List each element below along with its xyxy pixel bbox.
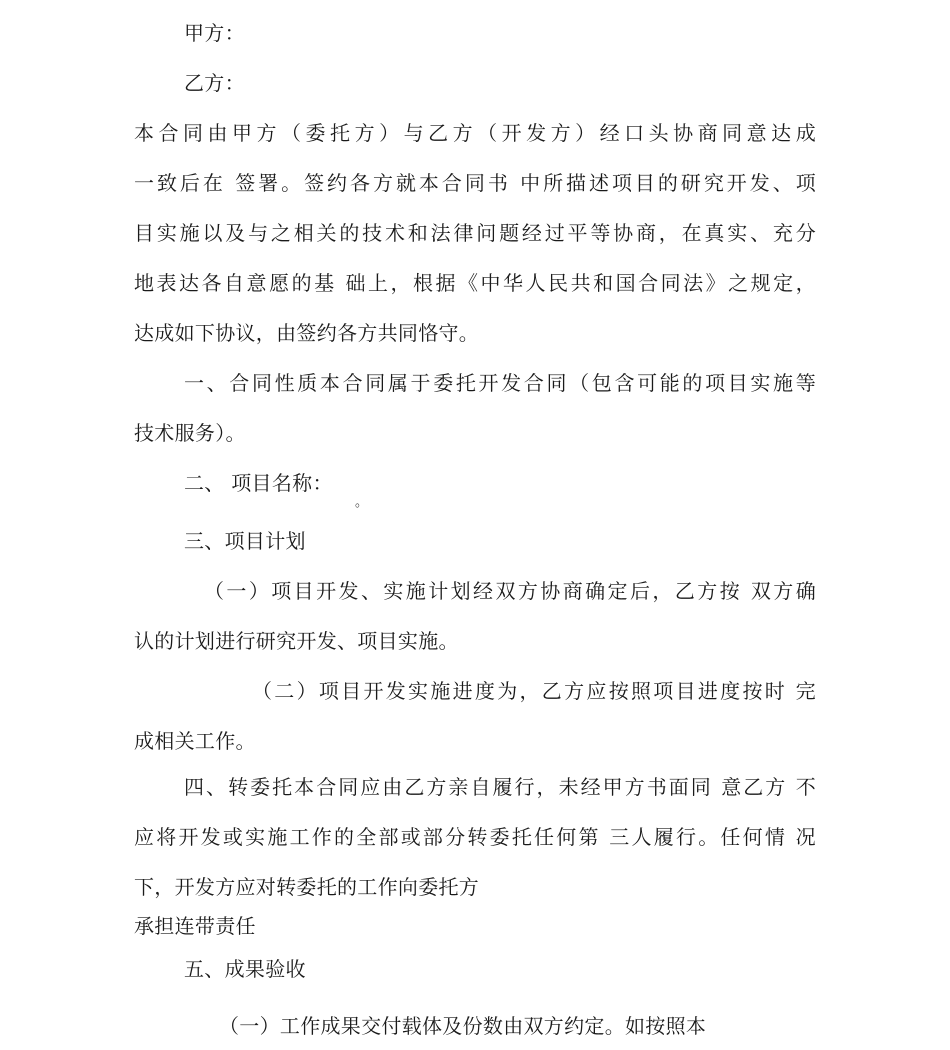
section-2-mark: 。 (355, 495, 369, 510)
preamble-line: 一致后在 签署。签约各方就本合同书 中所描述项目的研究开发、项 (134, 171, 816, 195)
section-1-line: 技术服务）。 (134, 421, 246, 445)
section-3-heading: 三、项目计划 (184, 529, 306, 553)
section-4-line: 承担连带责任 (134, 914, 256, 938)
party-b-label: 乙方： (184, 71, 245, 95)
party-a-label: 甲方： (184, 21, 245, 45)
section-4-line: 应将开发或实施工作的全部或部分转委托任何第 三人履行。任何情 况 (134, 825, 816, 849)
section-3-item-2-line: 成相关工作。 (134, 729, 256, 753)
section-2-project-name: 二、 项目名称： (184, 471, 333, 495)
preamble-line: 地表达各自意愿的基 础上，根据《中华人民共和国合同法》之规定， (134, 271, 816, 295)
section-3-item-1-line: 认的计划进行研究开发、项目实施。 (134, 629, 459, 653)
section-4-line: 四、转委托本合同应由乙方亲自履行，未经甲方书面同 意乙方 不 (184, 775, 816, 799)
section-1-line: 一、合同性质本合同属于委托开发合同（包含可能的项目实施等 (184, 371, 816, 395)
preamble-line: 达成如下协议，由签约各方共同恪守。 (134, 321, 480, 345)
section-3-item-1-line: （一）项目开发、实施计划经双方协商确定后，乙方按 双方确 (204, 579, 816, 603)
section-3-item-2-line: （二）项目开发实施进度为，乙方应按照项目进度按时 完 (252, 679, 816, 703)
preamble-line: 本合同由甲方（委托方）与乙方（开发方）经口头协商同意达成 (134, 121, 816, 145)
section-5-item-1-line: （一）工作成果交付载体及份数由双方约定。如按照本 (219, 1014, 707, 1038)
section-4-line: 下，开发方应对转委托的工作向委托方 (134, 875, 480, 899)
preamble-line: 目实施以及与之相关的技术和法律问题经过平等协商，在真实、充分 (134, 221, 816, 245)
section-5-heading: 五、成果验收 (184, 957, 306, 981)
